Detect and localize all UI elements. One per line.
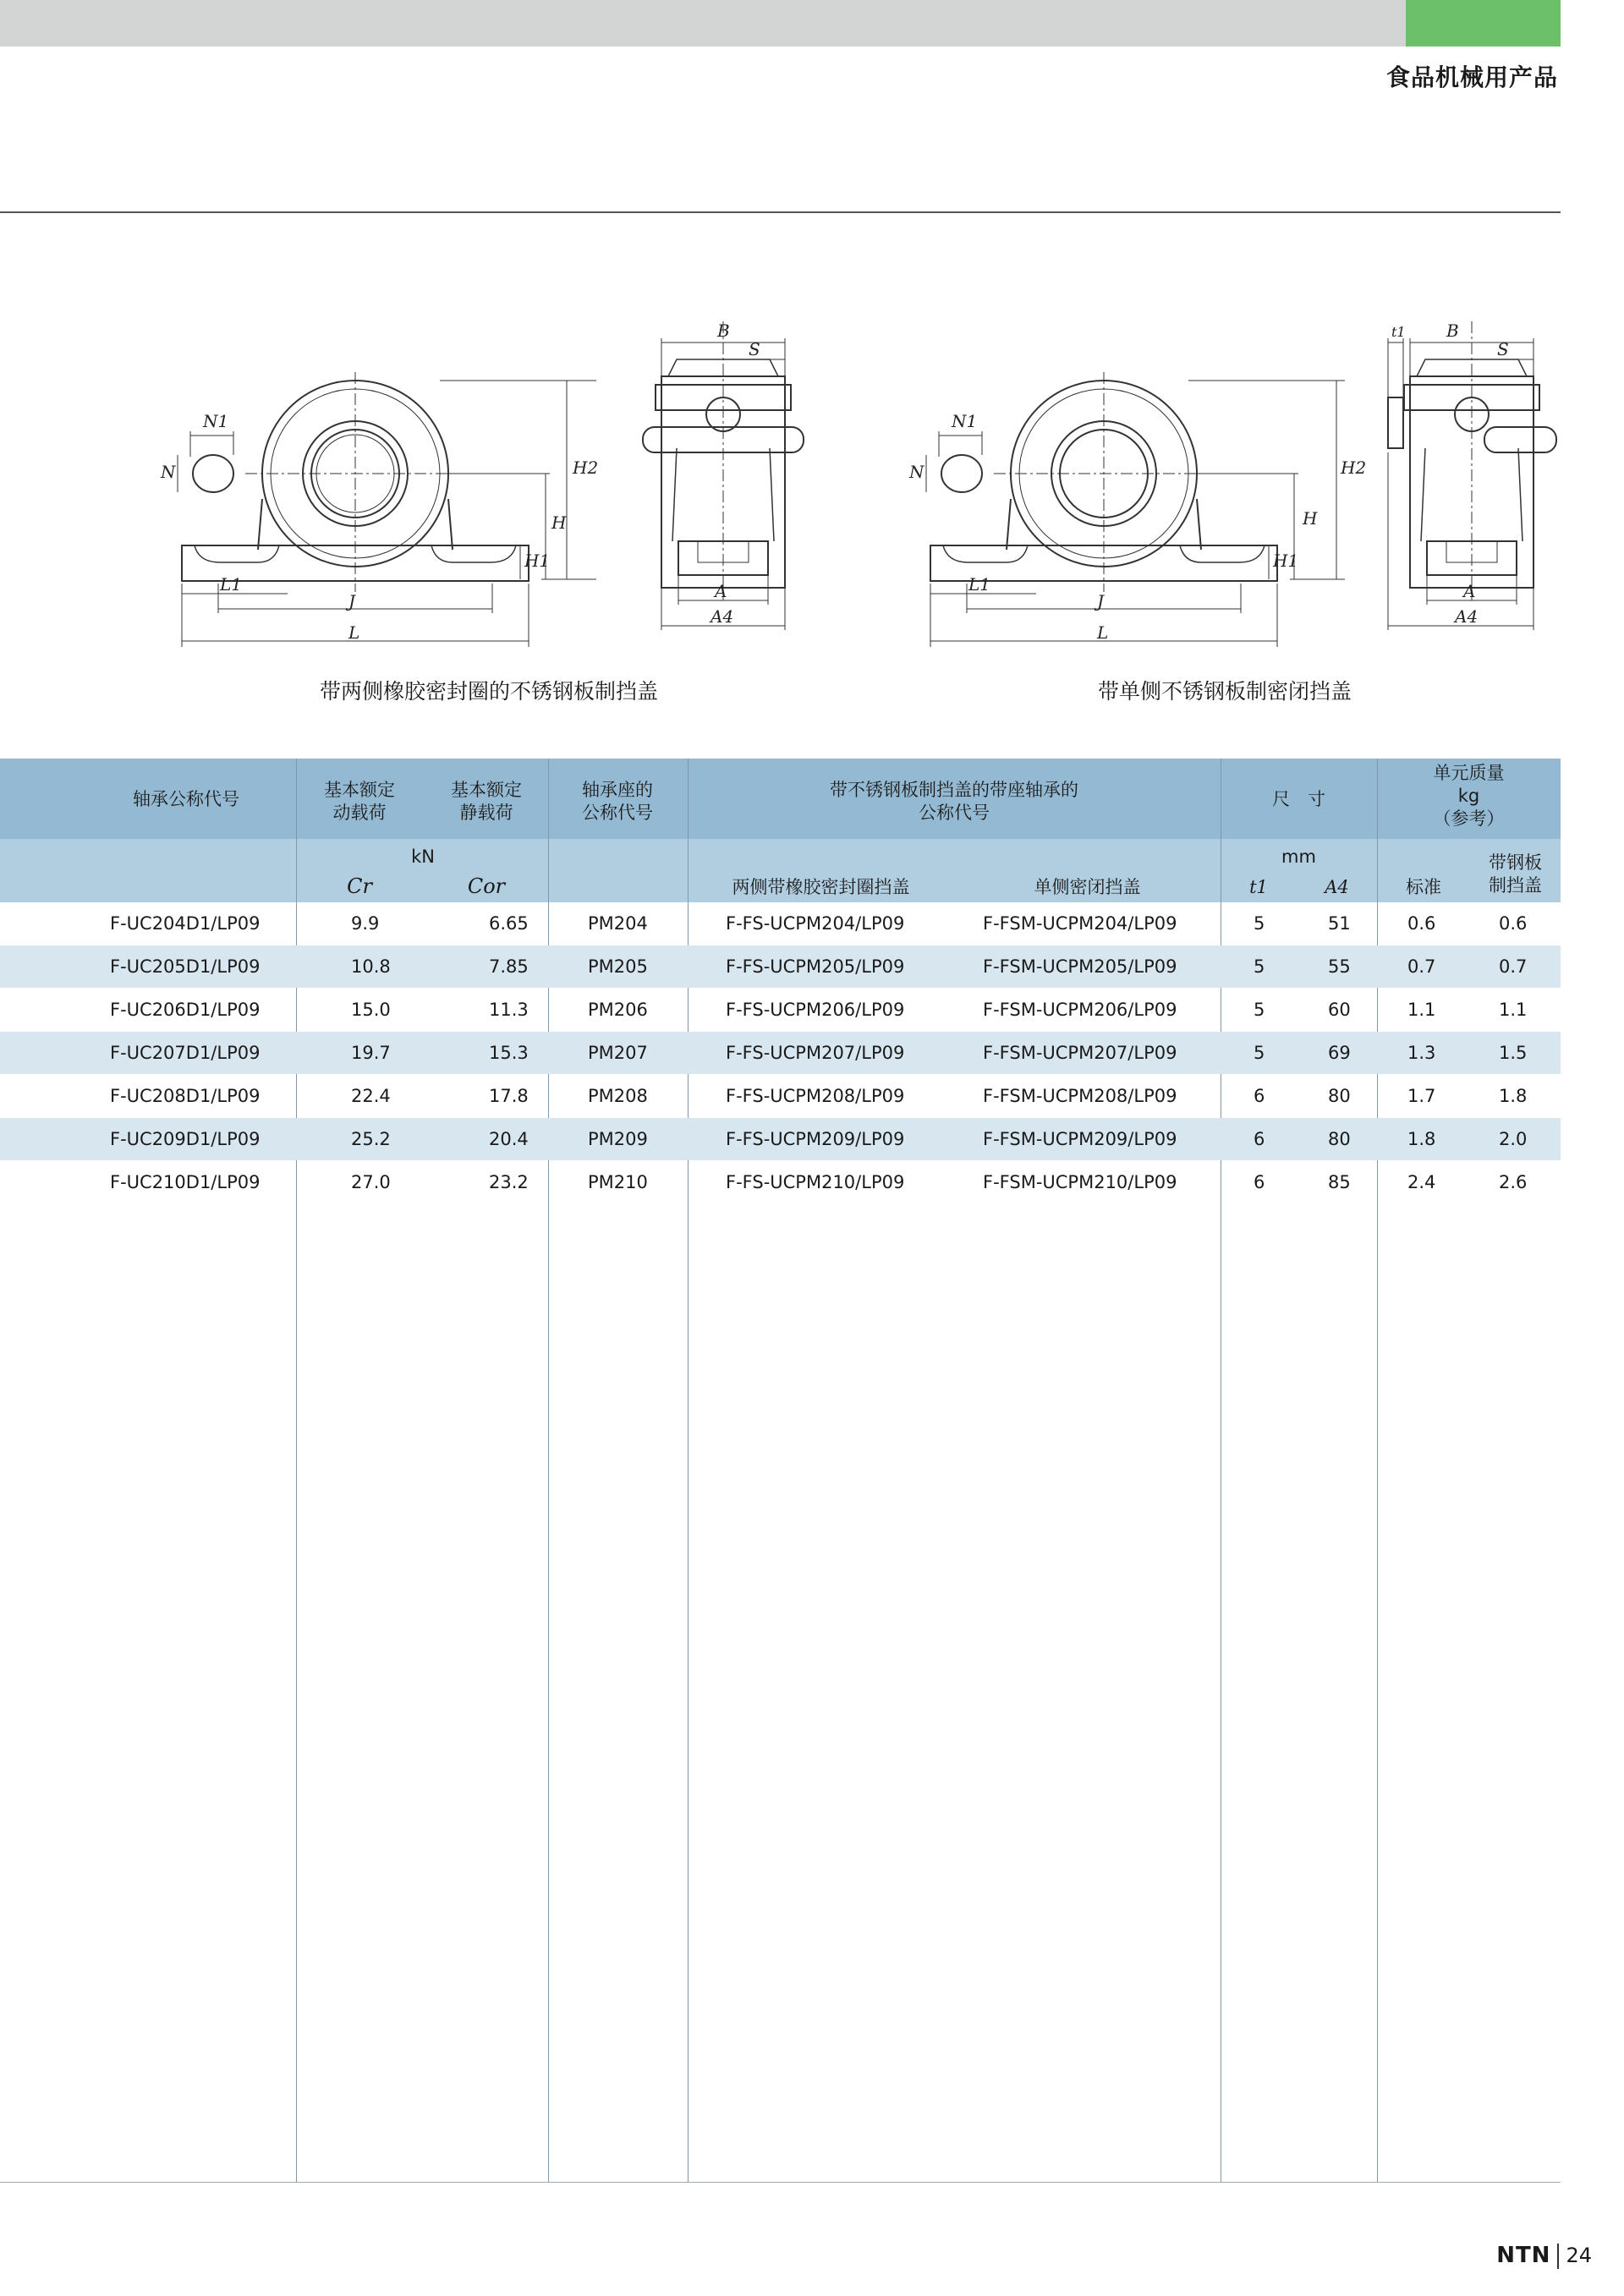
cell-mcov: 0.6 xyxy=(1499,913,1528,934)
cell-cor: 7.85 xyxy=(489,956,529,977)
dim-H-left: H xyxy=(551,512,567,533)
cell-cr: 25.2 xyxy=(351,1129,391,1149)
left-side-view-drawing xyxy=(626,313,820,634)
header-single-seal: 单侧密闭挡盖 xyxy=(1034,877,1141,897)
table-row xyxy=(0,945,1561,988)
cell-mstd: 2.4 xyxy=(1407,1172,1436,1192)
cell-single: F-FSM-UCPM205/LP09 xyxy=(983,956,1177,977)
header-mass-std: 标准 xyxy=(1406,877,1441,897)
cell-cr: 15.0 xyxy=(351,1000,391,1020)
cell-both: F-FS-UCPM204/LP09 xyxy=(726,913,905,934)
cell-a4: 80 xyxy=(1328,1086,1351,1106)
cell-housing: PM208 xyxy=(588,1086,648,1106)
cell-mcov: 0.7 xyxy=(1499,956,1528,977)
cell-cor: 17.8 xyxy=(489,1086,529,1106)
table-row xyxy=(0,1118,1561,1160)
cell-cor: 20.4 xyxy=(489,1129,529,1149)
cell-single: F-FSM-UCPM206/LP09 xyxy=(983,1000,1177,1020)
cell-bearing: F-UC209D1/LP09 xyxy=(110,1129,261,1149)
header-dims-unit: mm xyxy=(1281,847,1316,867)
cell-mstd: 1.7 xyxy=(1407,1086,1436,1106)
cell-housing: PM209 xyxy=(588,1129,648,1149)
section-color-tab xyxy=(1406,0,1561,47)
cell-mstd: 1.3 xyxy=(1407,1043,1436,1063)
cell-t1: 5 xyxy=(1254,913,1265,934)
table-bottom-rule xyxy=(0,2182,1561,2183)
dim-J-left: J xyxy=(348,591,356,611)
dim-H1-right: H1 xyxy=(1273,551,1299,571)
dim-L-left: L xyxy=(348,622,360,643)
cell-t1: 6 xyxy=(1254,1086,1265,1106)
cell-both: F-FS-UCPM207/LP09 xyxy=(726,1043,905,1063)
header-bearing-no: 轴承公称代号 xyxy=(133,789,239,809)
header-cr: Cr xyxy=(347,874,372,898)
cell-both: F-FS-UCPM209/LP09 xyxy=(726,1129,905,1149)
header-unit-no: 带不锈钢板制挡盖的带座轴承的 公称代号 xyxy=(830,780,1078,823)
cell-housing: PM207 xyxy=(588,1043,648,1063)
left-front-view-drawing xyxy=(152,355,626,668)
cell-mcov: 2.6 xyxy=(1499,1172,1528,1192)
cell-single: F-FSM-UCPM204/LP09 xyxy=(983,913,1177,934)
cell-t1: 5 xyxy=(1254,1043,1265,1063)
cell-mcov: 1.5 xyxy=(1499,1043,1528,1063)
table-row xyxy=(0,1161,1561,1203)
cell-mstd: 0.7 xyxy=(1407,956,1436,977)
dim-t1-right: t1 xyxy=(1391,324,1406,340)
cell-both: F-FS-UCPM206/LP09 xyxy=(726,1000,905,1020)
cell-both: F-FS-UCPM210/LP09 xyxy=(726,1172,905,1192)
cell-mcov: 1.8 xyxy=(1499,1086,1528,1106)
cell-housing: PM204 xyxy=(588,913,648,934)
dim-A4-left: A4 xyxy=(710,606,734,627)
header-load-unit: kN xyxy=(411,847,435,867)
cell-bearing: F-UC205D1/LP09 xyxy=(110,956,261,977)
page-number: 24 xyxy=(1566,2244,1592,2267)
dim-S-left: S xyxy=(749,339,760,359)
table-row xyxy=(0,989,1561,1031)
cell-t1: 5 xyxy=(1254,1000,1265,1020)
cell-single: F-FSM-UCPM210/LP09 xyxy=(983,1172,1177,1192)
cell-mcov: 2.0 xyxy=(1499,1129,1528,1149)
dim-H2-right: H2 xyxy=(1341,458,1367,478)
cell-bearing: F-UC208D1/LP09 xyxy=(110,1086,261,1106)
header-cor: Cor xyxy=(467,874,506,898)
table-row xyxy=(0,1075,1561,1117)
cell-cr: 27.0 xyxy=(351,1172,391,1192)
cell-a4: 85 xyxy=(1328,1172,1351,1192)
header-mass: 单元质量 kg （参考） xyxy=(1433,763,1505,829)
cell-cr: 19.7 xyxy=(351,1043,391,1063)
header-dims: 尺 寸 xyxy=(1272,789,1325,809)
cell-single: F-FSM-UCPM209/LP09 xyxy=(983,1129,1177,1149)
cell-bearing: F-UC207D1/LP09 xyxy=(110,1043,261,1063)
dim-H-right: H xyxy=(1303,508,1318,529)
cell-cor: 23.2 xyxy=(489,1172,529,1192)
cell-cr: 9.9 xyxy=(351,913,380,934)
dim-A4-right: A4 xyxy=(1455,606,1479,627)
page-footer xyxy=(1496,2243,1592,2269)
cell-cor: 15.3 xyxy=(489,1043,529,1063)
dim-N1-right: N1 xyxy=(952,411,978,431)
cell-single: F-FSM-UCPM208/LP09 xyxy=(983,1086,1177,1106)
table-row xyxy=(0,1032,1561,1074)
cell-both: F-FS-UCPM205/LP09 xyxy=(726,956,905,977)
dim-H2-left: H2 xyxy=(573,458,599,478)
cell-mstd: 0.6 xyxy=(1407,913,1436,934)
header-stat-load: 基本额定 静载荷 xyxy=(451,780,522,823)
dim-J-right: J xyxy=(1097,591,1105,611)
header-housing-no: 轴承座的 公称代号 xyxy=(582,780,653,823)
header-mass-cover: 带钢板 制挡盖 xyxy=(1489,852,1542,896)
cell-bearing: F-UC210D1/LP09 xyxy=(110,1172,261,1192)
header-rule xyxy=(0,211,1561,213)
left-figure-caption: 带两侧橡胶密封圈的不锈钢板制挡盖 xyxy=(320,679,659,704)
header-both-seal: 两侧带橡胶密封圈挡盖 xyxy=(732,877,910,897)
dim-N-right: N xyxy=(909,462,924,482)
dim-L-right: L xyxy=(1097,622,1109,643)
cell-a4: 60 xyxy=(1328,1000,1351,1020)
cell-t1: 6 xyxy=(1254,1172,1265,1192)
right-side-view-drawing xyxy=(1374,313,1569,634)
cell-bearing: F-UC204D1/LP09 xyxy=(110,913,261,934)
cell-mcov: 1.1 xyxy=(1499,1000,1528,1020)
cell-mstd: 1.8 xyxy=(1407,1129,1436,1149)
ntn-logo: NTN xyxy=(1496,2243,1551,2268)
dim-N1-left: N1 xyxy=(203,411,229,431)
table-row xyxy=(0,902,1561,945)
header-dyn-load: 基本额定 动载荷 xyxy=(324,780,395,823)
cell-a4: 55 xyxy=(1328,956,1351,977)
dim-S-right: S xyxy=(1497,339,1509,359)
cell-mstd: 1.1 xyxy=(1407,1000,1436,1020)
cell-a4: 51 xyxy=(1328,913,1351,934)
cell-cor: 6.65 xyxy=(489,913,529,934)
cell-t1: 5 xyxy=(1254,956,1265,977)
dim-A-right: A xyxy=(1463,581,1476,601)
cell-housing: PM210 xyxy=(588,1172,648,1192)
dim-N-left: N xyxy=(161,462,176,482)
cell-bearing: F-UC206D1/LP09 xyxy=(110,1000,261,1020)
cell-both: F-FS-UCPM208/LP09 xyxy=(726,1086,905,1106)
dim-L1-left: L1 xyxy=(220,574,243,595)
dim-L1-right: L1 xyxy=(968,574,991,595)
right-front-view-drawing xyxy=(901,355,1374,668)
header-a4: A4 xyxy=(1325,877,1349,897)
dim-H1-left: H1 xyxy=(524,551,551,571)
cell-a4: 80 xyxy=(1328,1129,1351,1149)
cell-housing: PM206 xyxy=(588,1000,648,1020)
dim-B-right: B xyxy=(1446,321,1459,341)
section-title: 食品机械用产品 xyxy=(1385,63,1558,91)
dim-A-left: A xyxy=(715,581,727,601)
cell-cr: 10.8 xyxy=(351,956,391,977)
cell-housing: PM205 xyxy=(588,956,648,977)
right-figure-caption: 带单侧不锈钢板制密闭挡盖 xyxy=(1098,679,1352,704)
dim-B-left: B xyxy=(717,321,730,341)
top-bar xyxy=(0,0,1561,47)
cell-a4: 69 xyxy=(1328,1043,1351,1063)
cell-t1: 6 xyxy=(1254,1129,1265,1149)
cell-cr: 22.4 xyxy=(351,1086,391,1106)
cell-single: F-FSM-UCPM207/LP09 xyxy=(983,1043,1177,1063)
cell-cor: 11.3 xyxy=(489,1000,529,1020)
header-t1: t1 xyxy=(1249,877,1268,897)
